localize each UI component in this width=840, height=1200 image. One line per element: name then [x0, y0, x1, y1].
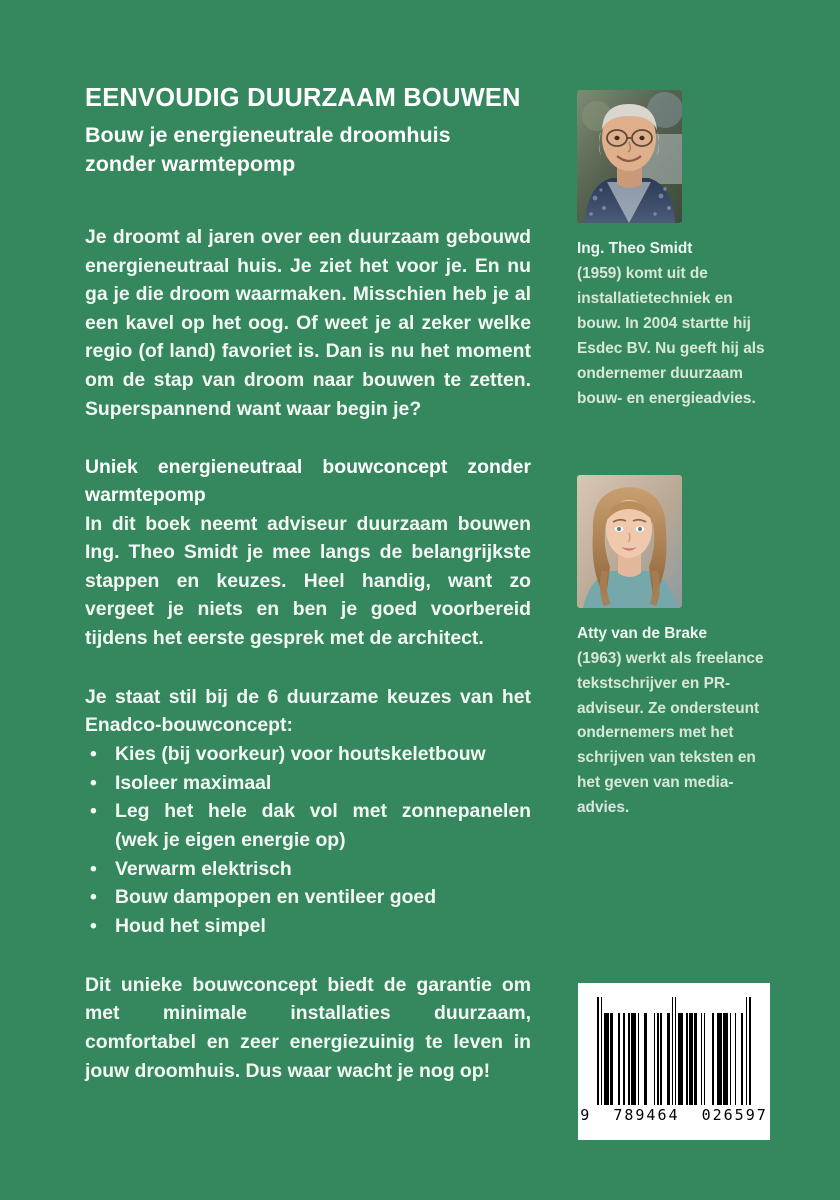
sustainable-choices-list	[85, 740, 531, 941]
section-paragraph: In dit boek neemt adviseur duurzaam bouwen Ing. Theo Smidt je mee langs de belangrijkste stappen en keuzes. Heel handig, want zo vergeet je niets en ben je goed voorbereid tijdens het eerste gesprek met de architect.	[85, 512, 531, 649]
barcode-digits: 9 789464 026597	[580, 1106, 768, 1124]
spacer	[577, 412, 767, 475]
barcode-bars	[597, 997, 750, 1105]
section-heading	[85, 453, 531, 509]
main-text-column	[85, 84, 531, 1085]
spacer	[85, 941, 531, 971]
list-item-label: Verwarm elektrisch	[115, 857, 292, 880]
list-intro-paragraph: Je staat stil bij de 6 duurzame keuzes van het Enadco-bouwconcept:	[85, 685, 531, 737]
list-item-label-line-2: (wek je eigen energie op)	[115, 828, 346, 851]
spacer	[85, 653, 531, 683]
list-item-label: Houd het simpel	[115, 915, 266, 938]
author-name: Ing. Theo Smidt	[577, 240, 693, 257]
portrait-photo-atty-van-de-brake	[577, 475, 682, 608]
list-item-label: Bouw dampopen en ventileer goed	[115, 886, 437, 909]
book-subtitle-line-1: Bouw je energieneutrale droomhuis	[85, 122, 451, 147]
list-item	[85, 855, 531, 884]
author-bio-theo-smidt	[577, 237, 767, 412]
list-item	[85, 912, 531, 941]
bullet-dot-icon: •	[90, 857, 97, 880]
book-subtitle	[85, 121, 505, 179]
book-subtitle-line-2: zonder warmtepomp	[85, 151, 296, 176]
section-heading-line-1: Uniek energieneutraal bouwconcept zonder	[85, 456, 531, 479]
book-title: EENVOUDIG DUURZAAM BOUWEN	[85, 84, 521, 112]
bullet-dot-icon: •	[90, 915, 97, 938]
list-item	[85, 797, 531, 854]
spacer	[85, 179, 531, 223]
intro-paragraph: Je droomt al jaren over een duurzaam gebouwd energieneutraal huis. Je ziet het voor je. En nu ga je die droom waarmaken. Misschien heb je al een kavel op het oog. Of weet je al zeker welke regio (of land) favoriet is. Dan is nu het moment om de stap van droom naar bouwen te zetten. Superspannend want waar begin je?	[85, 226, 531, 420]
bullet-dot-icon: •	[90, 800, 97, 823]
section-heading-line-2: warmtepomp	[85, 484, 206, 507]
list-item-label-line-1: Leg het hele dak vol met zonnepanelen	[115, 800, 531, 823]
bullet-dot-icon: •	[90, 886, 97, 909]
author-name: Atty van de Brake	[577, 624, 708, 642]
author-bio-atty-van-de-brake	[577, 622, 767, 822]
list-item-label: Kies (bij voorkeur) voor houtskeletbouw	[115, 742, 486, 765]
list-item-label: Isoleer maximaal	[115, 771, 272, 794]
author-bio-text: (1963) werkt als freelance tekstschrijver en PR-adviseur. Ze ondersteunt ondernemers met het schrijven van teksten en het geven van media-advies.	[577, 649, 764, 817]
spacer	[85, 423, 531, 453]
author-bio-text: (1959) komt uit de installatietechniek en bouw. In 2004 startte hij Esdec BV. Nu geeft hij als ondernemer duurzaam bouw- en energieadvies.	[577, 264, 765, 407]
bullet-dot-icon: •	[90, 742, 97, 765]
isbn-barcode	[578, 983, 770, 1140]
list-item	[85, 883, 531, 912]
authors-sidebar	[577, 90, 767, 821]
list-item	[85, 769, 531, 798]
portrait-photo-theo-smidt	[577, 90, 682, 223]
list-item	[85, 740, 531, 769]
closing-paragraph: Dit unieke bouwconcept biedt de garantie om met minimale installaties duurzaam, comfortabel en zeer energiezuinig te leven in jouw droomhuis. Dus waar wacht je nog op!	[85, 973, 531, 1082]
bullet-dot-icon: •	[90, 771, 97, 794]
